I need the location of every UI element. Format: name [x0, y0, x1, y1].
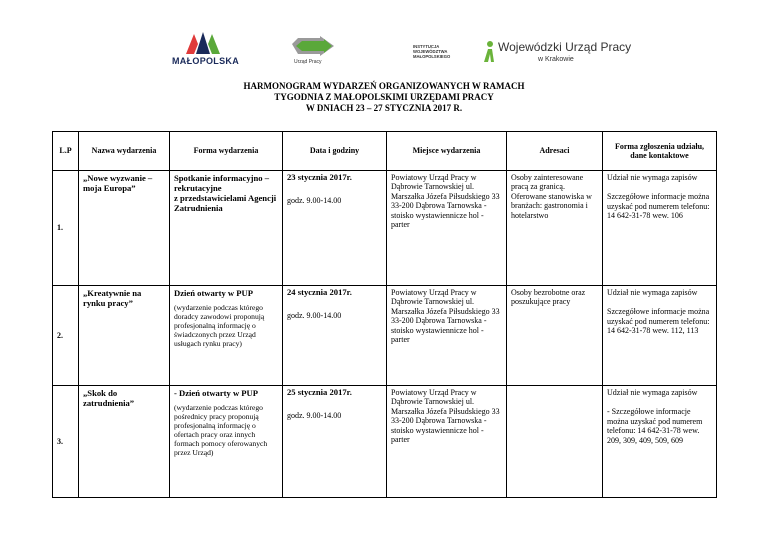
- logo-bar: [0, 0, 768, 72]
- wup-figure-icon: [482, 40, 496, 64]
- header-contact: Forma zgłoszenia udziału, dane kontaktowe: [603, 132, 717, 171]
- event-hours: godz. 9.00-14.00: [287, 411, 342, 421]
- row-place: Powiatowy Urząd Pracy w Dąbrowie Tarnowskiej ul. Marszałka Józefa Piłsudskiego 33 33-200 Dąbrowa Tarnowska - stoisko wystawiennicze hol - parter: [387, 386, 507, 498]
- row-lp: 2.: [53, 286, 79, 386]
- row-date: [283, 286, 387, 386]
- header-event-name: Nazwa wydarzenia: [79, 132, 170, 171]
- row-contact: [603, 286, 717, 386]
- form-description: (wydarzenie podczas którego doradcy zawodowi proponują profesjonalną informację o świadczonych przez Urząd usługach rynku pracy): [174, 303, 265, 348]
- events-schedule-table: [52, 131, 717, 498]
- event-date: 25 stycznia 2017r.: [287, 387, 352, 397]
- header-date-hours: Data i godziny: [283, 132, 387, 171]
- row-date: [283, 386, 387, 498]
- urzad-pracy-logo-text: Urząd Pracy: [294, 59, 322, 65]
- contact-signup: Udział nie wymaga zapisów: [607, 288, 698, 297]
- row-audience: [507, 386, 603, 498]
- institution-line: WOJEWÓDZTWA: [413, 49, 448, 54]
- urzad-pracy-logo: [290, 36, 338, 68]
- institution-line: INSTYTUCJA: [413, 44, 440, 49]
- row-contact: [603, 386, 717, 498]
- row-event-form: [170, 171, 283, 286]
- event-hours: godz. 9.00-14.00: [287, 311, 342, 321]
- wup-title: Wojewódzki Urząd Pracy: [498, 40, 632, 54]
- contact-info: Szczegółowe informacje można uzyskać pod numerem telefonu: 14 642-31-78 wew. 112, 113: [607, 307, 710, 336]
- event-date: 24 stycznia 2017r.: [287, 287, 352, 297]
- row-audience: Osoby zainteresowane pracą za granicą. Oferowane stanowiska w branżach: gastronomia i hotelarstwo: [507, 171, 603, 286]
- document-title-line-2: TYGODNIA Z MAŁOPOLSKIMI URZĘDAMI PRACY: [274, 92, 494, 102]
- header-lp: L.P: [53, 132, 79, 171]
- form-title: - Dzień otwarty w PUP: [174, 388, 259, 398]
- urzad-pracy-arrow-icon: [290, 36, 338, 58]
- event-hours: godz. 9.00-14.00: [287, 196, 342, 206]
- row-lp: 1.: [53, 171, 79, 286]
- document-title-line-3: W DNIACH 23 – 27 STYCZNIA 2017 R.: [305, 103, 463, 113]
- table-row: [53, 386, 717, 498]
- document-title-line-1: HARMONOGRAM WYDARZEŃ ORGANIZOWANYCH W RAMACH: [243, 81, 525, 91]
- row-audience: Osoby bezrobotne oraz poszukujące pracy: [507, 286, 603, 386]
- contact-signup: Udział nie wymaga zapisów: [607, 173, 698, 182]
- event-date: 23 stycznia 2017r.: [287, 172, 352, 182]
- row-event-name: „Skok do zatrudnienia”: [79, 386, 170, 498]
- malopolska-mark-icon: [172, 30, 234, 56]
- header-place: Miejsce wydarzenia: [387, 132, 507, 171]
- malopolska-logo-text: MAŁOPOLSKA: [172, 56, 239, 66]
- row-event-name: „Kreatywnie na rynku pracy”: [79, 286, 170, 386]
- header-event-form: Forma wydarzenia: [170, 132, 283, 171]
- row-place: Powiatowy Urząd Pracy w Dąbrowie Tarnowskiej ul. Marszałka Józefa Piłsudskiego 33 33-200 Dąbrowa Tarnowska - stoisko wystawiennicze hol - parter: [387, 171, 507, 286]
- form-description: (wydarzenie podczas którego pośrednicy pracy proponują profesjonalną informację o ofertach pracy oraz innych formach pomocy oferowanych przez Urząd): [174, 403, 268, 457]
- row-place: Powiatowy Urząd Pracy w Dąbrowie Tarnowskiej ul. Marszałka Józefa Piłsudskiego 33 33-200 Dąbrowa Tarnowska - stoisko wystawiennicze hol - parter: [387, 286, 507, 386]
- contact-info: Szczegółowe informacje można uzyskać pod numerem telefonu: 14 642-31-78 wew. 106: [607, 192, 710, 221]
- row-event-form: [170, 386, 283, 498]
- form-title: Dzień otwarty w PUP: [174, 288, 253, 298]
- table-row: [53, 286, 717, 386]
- institution-label: [413, 44, 483, 59]
- wup-logo: [482, 40, 632, 68]
- contact-info: - Szczegółowe informacje można uzyskać pod numerem telefonu: 14 642-31-78 wew. 209, 309, 409, 509, 609: [607, 407, 703, 445]
- table-row: [53, 171, 717, 286]
- form-sub: z przedstawicielami Agencji Zatrudnienia: [174, 193, 277, 213]
- malopolska-logo: [172, 30, 239, 70]
- row-event-name: „Nowe wyzwanie – moja Europa”: [79, 171, 170, 286]
- row-date: [283, 171, 387, 286]
- wup-city: w Krakowie: [538, 56, 574, 63]
- row-lp: 3.: [53, 386, 79, 498]
- row-event-form: [170, 286, 283, 386]
- row-contact: [603, 171, 717, 286]
- contact-signup: Udział nie wymaga zapisów: [607, 388, 698, 397]
- form-title: Spotkanie informacyjno – rekrutacyjne: [174, 173, 270, 193]
- table-header-row: [53, 132, 717, 171]
- header-audience: Adresaci: [507, 132, 603, 171]
- institution-line: MAŁOPOLSKIEGO: [413, 54, 451, 59]
